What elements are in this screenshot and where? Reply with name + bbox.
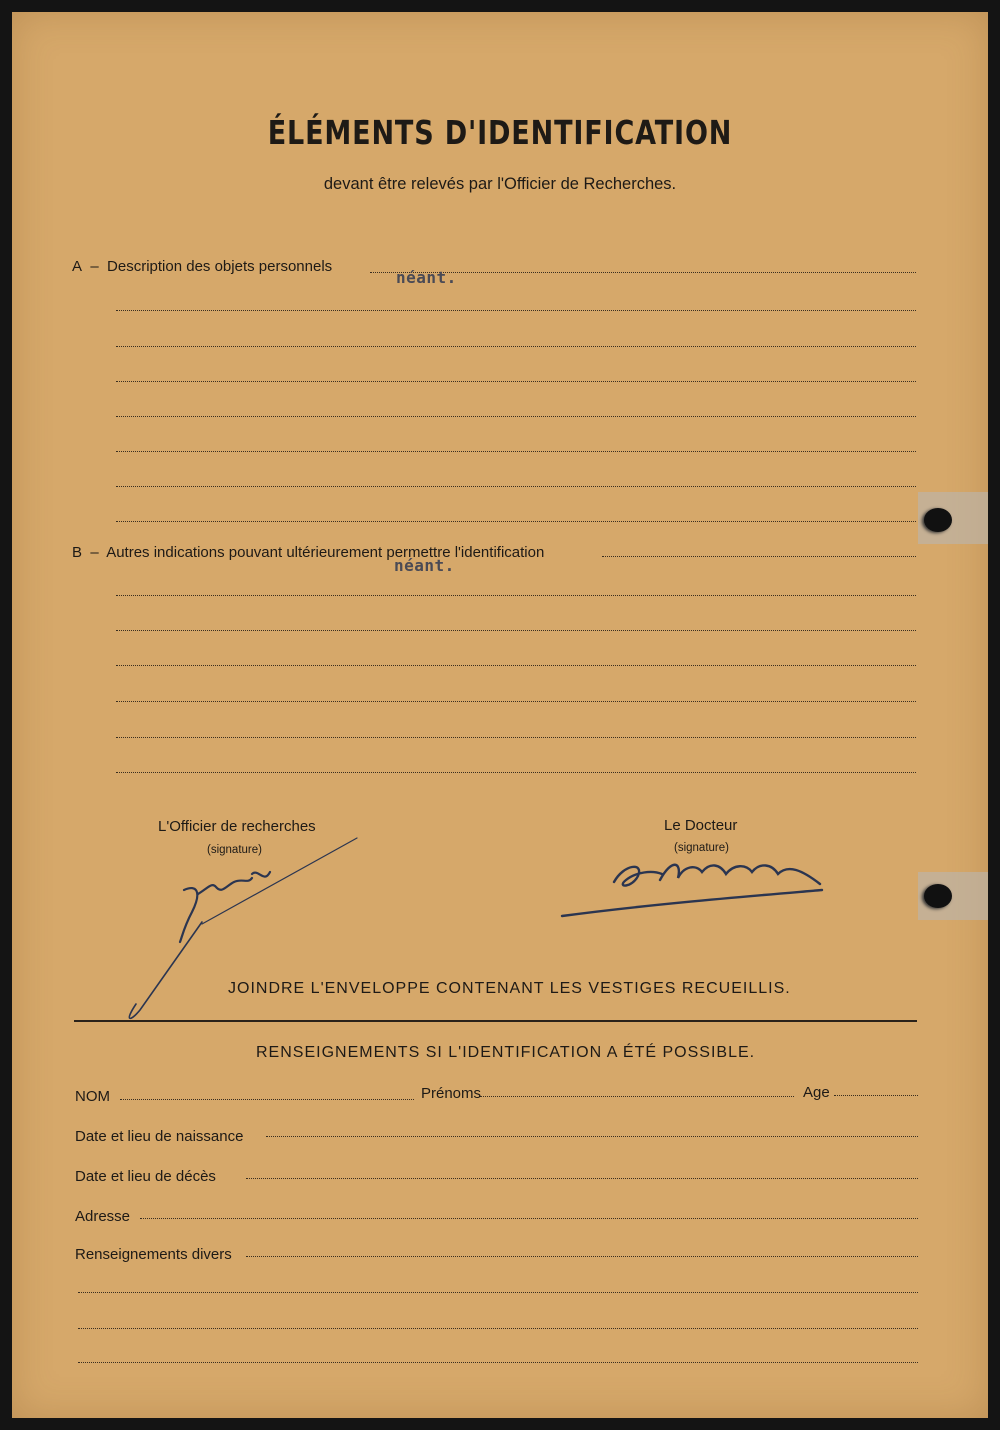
- naissance-label: Date et lieu de naissance: [75, 1128, 244, 1145]
- document-page: [12, 12, 988, 1418]
- adresse-line: [140, 1218, 918, 1219]
- divers-line-4: [78, 1362, 918, 1363]
- officer-title: L'Officier de recherches: [158, 818, 316, 835]
- divers-label: Renseignements divers: [75, 1246, 232, 1263]
- section-divider: [74, 1020, 917, 1022]
- section-a-typed-value: néant.: [396, 268, 457, 287]
- divers-line-2: [78, 1292, 918, 1293]
- naissance-line: [266, 1136, 918, 1137]
- age-line: [834, 1095, 918, 1096]
- adresse-label: Adresse: [75, 1208, 131, 1225]
- doctor-signature-note: (signature): [674, 842, 729, 854]
- doctor-signature: [562, 865, 822, 916]
- prenoms-label: Prénoms: [421, 1085, 482, 1102]
- divers-line-1: [246, 1256, 918, 1257]
- doctor-title: Le Docteur: [664, 817, 738, 834]
- page-subtitle: devant être relevés par l'Officier de Recherches.: [323, 175, 677, 193]
- section-b-typed-value: néant.: [394, 556, 455, 575]
- nom-label: NOM: [75, 1088, 110, 1105]
- punch-hole-bottom: [924, 884, 952, 908]
- page-title: ÉLÉMENTS D'IDENTIFICATION: [267, 113, 733, 152]
- section-b-label: Autres indications pouvant ultérieurement permettre l'identification: [106, 544, 545, 561]
- section-a-letter: A – Description des objets personnels: [72, 258, 333, 275]
- instruction-text: JOINDRE L'ENVELOPPE CONTENANT LES VESTIGES RECUEILLIS.: [228, 980, 791, 997]
- section-b-letter: B – Autres indications pouvant ultérieurement permettre l'identification: [72, 544, 545, 561]
- punch-hole-top: [924, 508, 952, 532]
- section-a-label: Description des objets personnels: [107, 258, 333, 275]
- deces-line: [246, 1178, 918, 1179]
- officer-signature-note: (signature): [207, 844, 262, 856]
- prenoms-line: [480, 1096, 794, 1097]
- identification-heading: RENSEIGNEMENTS SI L'IDENTIFICATION A ÉTÉ POSSIBLE.: [256, 1044, 756, 1061]
- divers-line-3: [78, 1328, 918, 1329]
- handwritten-signatures: [12, 12, 988, 1418]
- deces-label: Date et lieu de décès: [75, 1168, 216, 1185]
- age-label: Age: [803, 1084, 830, 1101]
- nom-line: [120, 1099, 414, 1100]
